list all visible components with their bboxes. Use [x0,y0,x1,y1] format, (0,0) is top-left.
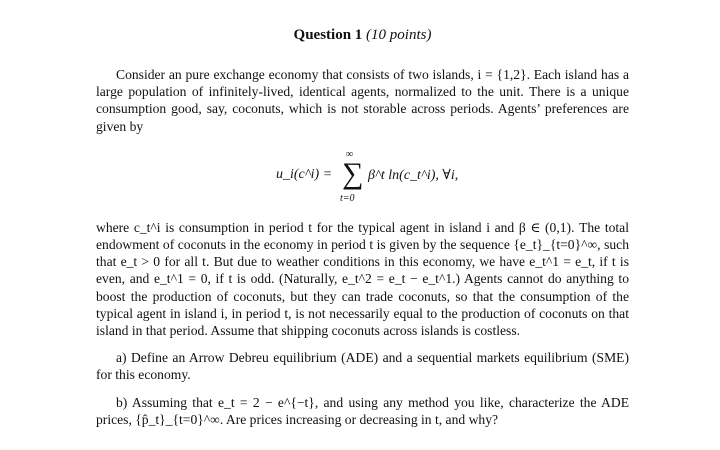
sum-lower-limit: t=0 [340,192,355,204]
equation-rhs: β^t ln(c_t^i), ∀i, [368,167,459,183]
part-a-paragraph: a) Define an Arrow Debreu equilibrium (ADE) and a sequential markets equilibrium (SME) for this economy. [96,350,629,383]
question-title [96,24,629,46]
equation-lhs: u_i(c^i) = [276,166,333,182]
question-number: Question 1 [293,27,363,43]
body-paragraph: where c_t^i is consumption in period t for the typical agent in island i and β ∈ (0,1). The total endowment of coconuts in the economy in period t is given by the sequence {e_t}_{t=0}^∞, such that e_t > 0 for all t. But due to weather conditions in this economy, we have e_t^1 = e_t, if t is even, and e_t^1 = 0, if t is odd. (Naturally, e_t^2 = e_t − e_t^1.) Agents cannot do anything to boost the production of coconuts, but they can trade coconuts, so that the consumption of the typical agent in island i, in period t, is not necessarily equal to the production of coconuts on that island in that period. Assume that shipping coconuts across islands is costless. [96,219,629,339]
document-page [96,24,629,428]
sum-upper-limit: ∞ [346,148,354,160]
part-b-paragraph: b) Assuming that e_t = 2 − e^{−t}, and using any method you like, characterize the ADE prices, {p̂_t}_{t=0}^∞. Are prices increasing or decreasing in t, and why? [96,394,629,427]
intro-paragraph: Consider an pure exchange economy that consists of two islands, i = {1,2}. Each island has a large population of infinitely-lived, identical agents, normalized to the unit. There is a unique consumption good, say, coconuts, which is not storable across periods. Agents’ preferences are given by [96,67,629,134]
question-points: (10 points) [366,27,432,43]
utility-equation [96,149,629,207]
summation-icon: ∑ [342,156,364,190]
